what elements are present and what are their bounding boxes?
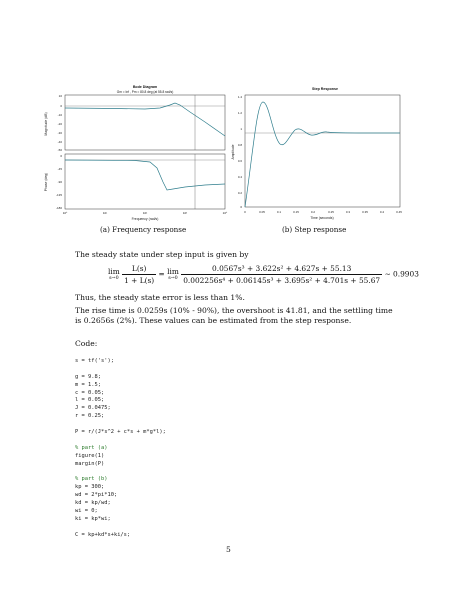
- freq-tick: 10⁴: [222, 211, 228, 215]
- freq-tick: 10³: [182, 211, 188, 215]
- amp-tick: 1.4: [237, 95, 242, 99]
- paragraph-steady-state: The steady state under step input is given by: [75, 250, 249, 259]
- time-tick: 0.45: [396, 210, 402, 214]
- phase-tick: -180: [55, 206, 62, 210]
- amp-tick: 0.2: [237, 191, 242, 195]
- code-line: wi = 0;: [75, 507, 98, 514]
- amp-tick: 0.6: [237, 159, 242, 163]
- time-tick: 0.05: [259, 210, 265, 214]
- code-line: kp = 300;: [75, 484, 105, 491]
- time-tick: 0: [244, 210, 246, 214]
- mag-tick: -20: [57, 122, 62, 126]
- code-line: g = 9.8;: [75, 373, 101, 380]
- code-line: l = 0.05;: [75, 397, 105, 404]
- figure-b-caption: (b) Step response: [282, 225, 347, 234]
- step-curve: [245, 102, 400, 207]
- equals-sign: =: [158, 269, 165, 279]
- code-line: c = 0.05;: [75, 389, 105, 396]
- code-line: kd = kp/wd;: [75, 500, 111, 507]
- lhs-fraction: $\frac{L(s)}{1 + L(s)}$: [124, 264, 155, 285]
- time-tick: 0.35: [362, 210, 368, 214]
- mag-tick: -30: [57, 131, 62, 135]
- time-tick: 0.1: [276, 210, 282, 214]
- code-line: [75, 421, 166, 429]
- equation-result: ∼ 0.9903: [384, 269, 419, 279]
- code-line: [75, 468, 166, 476]
- mag-tick: -40: [57, 140, 62, 144]
- phase-tick: -45: [57, 167, 62, 171]
- time-tick: 0.4: [379, 210, 385, 214]
- time-tick: 0.2: [310, 210, 316, 214]
- limit-operator: lim s→0: [108, 267, 120, 281]
- magnitude-axes: [65, 95, 225, 150]
- amp-tick: 0: [240, 205, 242, 209]
- amp-tick: 0.8: [237, 143, 242, 147]
- bode-subtitle: Gm = Inf , Pm = 80.8 deg (at 55.8 rad/s): [116, 90, 174, 94]
- code-line: figure(1): [75, 452, 105, 459]
- bode-title: Bode Diagram: [132, 85, 158, 89]
- amp-tick: 0.4: [237, 175, 242, 179]
- frequency-xlabel: Frequency (rad/s): [131, 217, 159, 221]
- rhs-fraction: $\frac{\text{0.0567s³ + 3.622s² + 4.627s + 55.13}}{\text{0.002256s⁴ + 0.06145s³ + 3.695s² + 4.701s + 55.67}}$: [183, 264, 381, 285]
- limit-operator: lim s→0: [167, 267, 179, 281]
- code-comment-line: % part (a): [75, 444, 108, 451]
- amplitude-ticks: [238, 95, 243, 209]
- freq-tick: 10⁰: [62, 211, 68, 215]
- code-line: wd = 2*pi*10;: [75, 492, 118, 499]
- paragraph-steady-state-error: Thus, the steady state error is less than 1%.: [75, 293, 245, 302]
- freq-tick: 10²: [142, 211, 148, 215]
- time-tick: 0.15: [293, 210, 299, 214]
- magnitude-ticks: [58, 94, 63, 152]
- paragraph-rise-time: The rise time is 0.0259s (10% - 90%), the overshoot is 41.81, and the settling time is 0.2656s (2%). These values can be estimated from the step response.: [75, 306, 393, 325]
- step-title: Step Response: [312, 87, 338, 91]
- mag-tick: 0: [60, 104, 62, 108]
- code-line: r = 0.25;: [75, 413, 105, 420]
- code-line: m = 1.5;: [75, 381, 101, 388]
- code-line: ki = kp*wi;: [75, 515, 111, 522]
- mag-tick: -50: [57, 148, 62, 152]
- code-label: Code:: [75, 339, 98, 348]
- phase-curve: [65, 160, 225, 190]
- steady-state-equation: [108, 264, 419, 285]
- phase-ticks: [56, 154, 62, 210]
- amp-tick: 1: [240, 127, 242, 131]
- phase-tick: 0: [60, 154, 62, 158]
- amplitude-ylabel: Amplitude: [231, 144, 235, 160]
- code-line: P = r/(J*s^2 + c*s + m*g*l);: [75, 429, 166, 436]
- phase-axes: [65, 154, 225, 209]
- code-comment-line: % part (b): [75, 476, 108, 483]
- time-xlabel: Time (seconds): [310, 216, 334, 220]
- code-line: [75, 437, 166, 445]
- code-line: C = kp+kd*s+ki/s;: [75, 531, 131, 538]
- amp-tick: 1.2: [237, 111, 242, 115]
- code-line: [75, 524, 166, 532]
- mag-tick: -10: [57, 113, 62, 117]
- page-number: 5: [226, 545, 231, 554]
- step-plot: [222, 92, 405, 222]
- phase-ylabel: Phase (deg): [44, 172, 48, 192]
- code-line: J = 0.0475;: [75, 405, 111, 412]
- magnitude-curve: [65, 103, 225, 136]
- time-tick: 0.25: [328, 210, 334, 214]
- time-ticks: [244, 210, 402, 214]
- time-tick: 0.3: [345, 210, 351, 214]
- code-block: [75, 358, 166, 539]
- code-line: margin(P): [75, 460, 105, 467]
- freq-tick: 10¹: [102, 211, 108, 215]
- figure-a-caption: (a) Frequency response: [100, 225, 187, 234]
- code-line: [75, 366, 166, 374]
- mag-tick: 10: [58, 94, 62, 98]
- magnitude-ylabel: Magnitude (dB): [44, 112, 48, 136]
- frequency-ticks: [63, 211, 228, 215]
- phase-tick: -90: [57, 180, 62, 184]
- code-line: s = tf('s');: [75, 358, 114, 364]
- bode-plot: [35, 92, 235, 222]
- phase-tick: -135: [55, 193, 62, 197]
